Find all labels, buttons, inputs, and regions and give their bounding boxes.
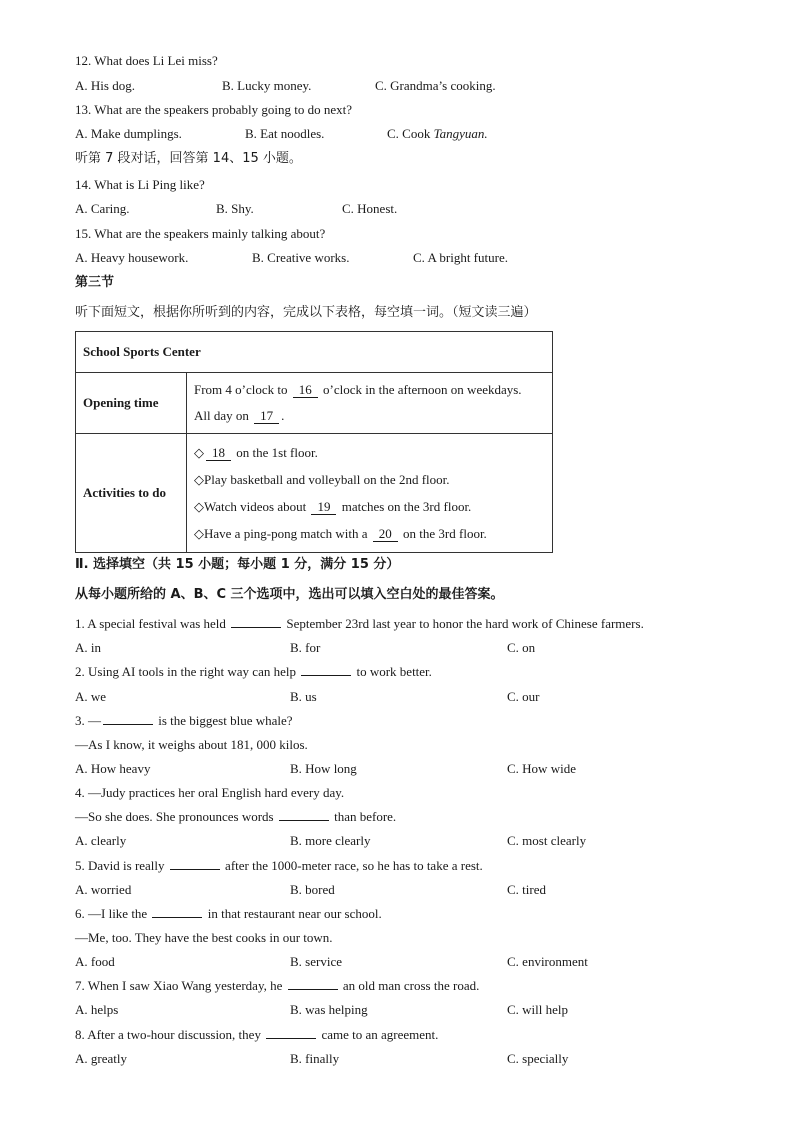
option-b: B. Lucky money.: [222, 78, 312, 93]
option-a: A. Caring.: [75, 201, 130, 216]
answer-blank: [152, 905, 202, 918]
activity-2: ◇Play basketball and volleyball on the 2nd floor.: [194, 472, 450, 487]
option-c: C. will help: [507, 1002, 569, 1017]
blank-19: 19: [311, 500, 336, 515]
opening-line-1-text: From 4 o’clock to: [194, 382, 288, 397]
section-3-title: 第三节: [75, 275, 115, 290]
activity-4-text: ◇Have a ping-pong match with a: [194, 526, 368, 541]
option-c: C. How wide: [507, 761, 576, 776]
option-a: A. helps: [75, 1002, 119, 1017]
activity-1: [194, 439, 545, 466]
opening-line-2-text: All day on: [194, 408, 249, 423]
option-b: B. finally: [290, 1051, 340, 1066]
answer-blank: [266, 1026, 316, 1039]
activity-3: [194, 493, 545, 520]
part-2-instruction: 从每小题所给的 A、B、C 三个选项中，选出可以填入空白处的最佳答案。: [75, 587, 504, 602]
option-b: B. for: [290, 640, 321, 655]
activity-1-text: on the 1st floor.: [236, 445, 318, 460]
option-b: B. Shy.: [216, 201, 254, 216]
opening-time-label: Opening time: [76, 373, 187, 434]
mc-question-1-options: [75, 639, 755, 657]
option-a: A. How heavy: [75, 761, 151, 776]
mc-question-3-line-2: —As I know, it weighs about 181, 000 kilos.: [75, 737, 308, 752]
blank-16: 16: [293, 383, 318, 398]
question-text-rest: an old man cross the road.: [342, 978, 480, 993]
blank-17: 17: [254, 409, 279, 424]
question-text: 6. —I like the: [75, 906, 148, 921]
option-b: B. more clearly: [290, 833, 371, 848]
answer-blank: [288, 977, 338, 990]
mc-question-5-options: [75, 881, 755, 899]
mc-question-4-options: [75, 832, 755, 850]
table-title: School Sports Center: [76, 332, 553, 373]
question-12-options: [75, 77, 755, 95]
activity-3-rest: matches on the 3rd floor.: [341, 499, 472, 514]
question-14: 14. What is Li Ping like?: [75, 177, 205, 192]
blank-18: 18: [206, 446, 231, 461]
opening-line-2: [194, 403, 545, 429]
mc-question-7-options: [75, 1001, 755, 1019]
option-a: A. food: [75, 954, 115, 969]
part-2-title: Ⅱ. 选择填空（共 15 小题；每小题 1 分，满分 15 分）: [75, 557, 400, 572]
question-text: 8. After a two-hour discussion, they: [75, 1027, 261, 1042]
mc-question-2: [75, 663, 432, 681]
option-a: A. His dog.: [75, 78, 135, 93]
mc-question-6-line-2: —Me, too. They have the best cooks in our town.: [75, 930, 333, 945]
answer-blank: [301, 663, 351, 676]
activity-3-text: ◇Watch videos about: [194, 499, 307, 514]
mc-question-8-options: [75, 1050, 755, 1068]
answer-blank: [231, 615, 281, 628]
answer-blank: [279, 808, 329, 821]
question-14-options: [75, 200, 755, 218]
mc-question-8: [75, 1026, 438, 1044]
question-text-rest: after the 1000-meter race, so he has to take a rest.: [225, 858, 483, 873]
option-c: [387, 125, 488, 143]
option-b: B. How long: [290, 761, 357, 776]
passage-7-instruction: 听第 7 段对话，回答第 14、15 小题。: [75, 151, 302, 166]
opening-line-2-rest: .: [281, 408, 285, 423]
opening-line-1-rest: o’clock in the afternoon on weekdays.: [323, 382, 522, 397]
option-c: C. A bright future.: [413, 250, 508, 265]
option-c-italic: Tangyuan.: [433, 126, 488, 141]
question-text: —So she does. She pronounces words: [75, 809, 274, 824]
option-b: B. bored: [290, 882, 335, 897]
question-15-options: [75, 249, 755, 267]
option-b: B. Eat noodles.: [245, 126, 325, 141]
opening-line-1: [194, 377, 545, 403]
question-text-rest: September 23rd last year to honor the hard work of Chinese farmers.: [286, 616, 644, 631]
mc-question-1: [75, 615, 644, 633]
activity-1-bullet: ◇: [194, 445, 204, 460]
option-c: C. Honest.: [342, 201, 398, 216]
option-c-text: C. Cook: [387, 126, 434, 141]
mc-question-3-options: [75, 760, 755, 778]
option-a: A. Make dumplings.: [75, 126, 182, 141]
mc-question-6-options: [75, 953, 755, 971]
option-b: B. us: [290, 689, 317, 704]
option-c: C. tired: [507, 882, 546, 897]
section-3-instruction: 听下面短文，根据你所听到的内容，完成以下表格，每空填一词。（短文读三遍）: [75, 305, 537, 320]
question-text: 3. —: [75, 713, 101, 728]
table-row: [76, 373, 553, 434]
option-b: B. Creative works.: [252, 250, 350, 265]
table-row: [76, 332, 553, 373]
option-b: B. service: [290, 954, 342, 969]
option-a: A. Heavy housework.: [75, 250, 189, 265]
question-text-rest: to work better.: [356, 664, 432, 679]
question-text: 5. David is really: [75, 858, 165, 873]
option-c: C. most clearly: [507, 833, 587, 848]
answer-blank: [103, 712, 153, 725]
mc-question-4: 4. —Judy practices her oral English hard every day.: [75, 785, 345, 800]
question-text-rest: than before.: [334, 809, 397, 824]
table-row: [76, 434, 553, 553]
mc-question-4-line-2: [75, 808, 396, 826]
option-c: C. Grandma’s cooking.: [375, 78, 496, 93]
question-text: 1. A special festival was held: [75, 616, 226, 631]
option-c: C. environment: [507, 954, 588, 969]
mc-question-7: [75, 977, 479, 995]
mc-question-3: [75, 712, 293, 730]
question-15: 15. What are the speakers mainly talking about?: [75, 226, 326, 241]
option-a: A. worried: [75, 882, 132, 897]
question-text-rest: in that restaurant near our school.: [207, 906, 382, 921]
question-text: 7. When I saw Xiao Wang yesterday, he: [75, 978, 283, 993]
question-text-rest: is the biggest blue whale?: [158, 713, 293, 728]
question-13: 13. What are the speakers probably going to do next?: [75, 102, 353, 117]
option-c: C. our: [507, 689, 540, 704]
mc-question-2-options: [75, 688, 755, 706]
activity-4: [194, 520, 545, 547]
mc-question-5: [75, 857, 483, 875]
question-text: 2. Using AI tools in the right way can help: [75, 664, 296, 679]
option-a: A. greatly: [75, 1051, 127, 1066]
mc-question-6: [75, 905, 382, 923]
option-c: C. on: [507, 640, 536, 655]
sports-center-table: [75, 331, 553, 553]
option-a: A. in: [75, 640, 101, 655]
option-b: B. was helping: [290, 1002, 368, 1017]
blank-20: 20: [373, 527, 398, 542]
opening-time-cell: [187, 373, 553, 434]
activities-label: Activities to do: [76, 434, 187, 553]
question-13-options: [75, 125, 755, 143]
option-a: A. we: [75, 689, 107, 704]
option-c: C. specially: [507, 1051, 569, 1066]
option-a: A. clearly: [75, 833, 127, 848]
answer-blank: [170, 857, 220, 870]
activities-cell: [187, 434, 553, 553]
question-text-rest: came to an agreement.: [321, 1027, 439, 1042]
question-12: 12. What does Li Lei miss?: [75, 53, 218, 68]
activity-4-rest: on the 3rd floor.: [403, 526, 487, 541]
